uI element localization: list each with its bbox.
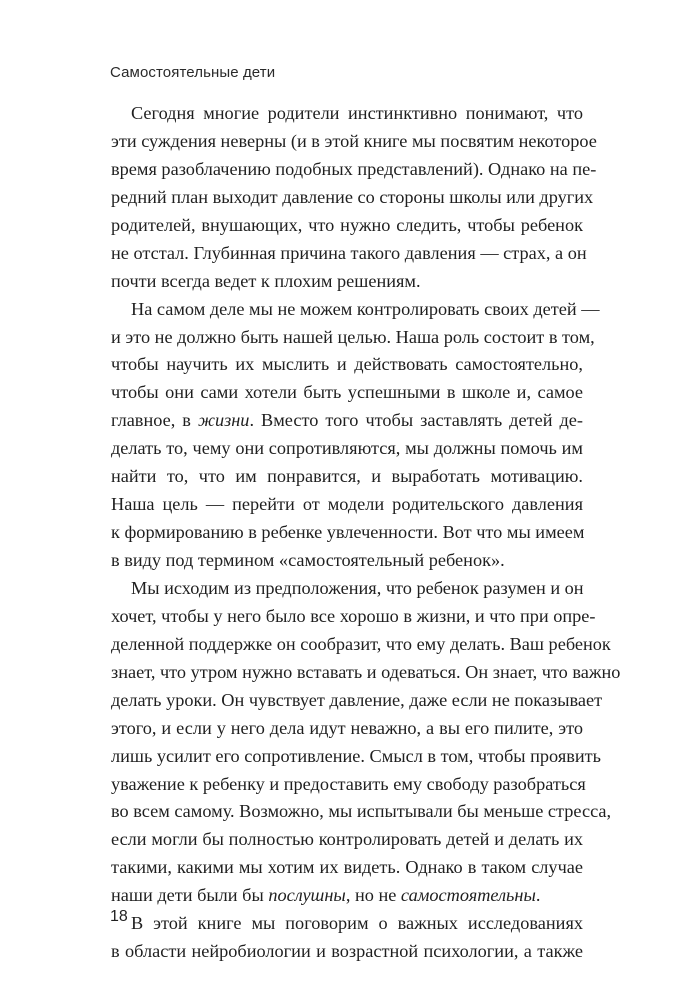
text-line: В этой книге мы поговорим о важных исследованиях — [131, 913, 583, 934]
text-line: к формированию в ребенке увлеченности. Вот что мы имеем — [111, 522, 585, 543]
running-header: Самостоятельные дети — [110, 64, 276, 81]
paragraph-4 — [111, 910, 583, 966]
text-segment: . — [535, 885, 541, 906]
text-line: время разоблачению подобных представлений). Однако на пе- — [111, 158, 597, 179]
text-line: и это не должно быть нашей целью. Наша роль состоит в том, — [111, 326, 595, 347]
italic-word: послушны — [268, 885, 346, 906]
italic-word: жизни — [197, 410, 250, 431]
italic-word: самостоятельны — [400, 885, 536, 906]
text-line: Мы исходим из предположения, что ребенок разумен и он — [131, 577, 584, 598]
text-line: этого, и если у него дела идут неважно, а вы его пилите, это — [111, 717, 583, 738]
text-line: хочет, чтобы у него было все хорошо в жизни, и что при опре- — [111, 605, 596, 626]
text-line: делать то, чему они сопротивляются, мы должны помочь им — [111, 438, 583, 459]
body-text — [111, 100, 621, 966]
text-segment: , но не — [345, 885, 401, 906]
paragraph-3 — [111, 575, 621, 910]
text-line: деленной поддержке он сообразит, что ему делать. Ваш ребенок — [111, 633, 611, 654]
text-segment: наши дети были бы — [111, 885, 269, 906]
text-line: такими, какими мы хотим их видеть. Однако в таком случае — [111, 857, 583, 878]
page-number: 18 — [110, 908, 128, 925]
text-line: во всем самому. Возможно, мы испытывали бы меньше стресса, — [111, 801, 612, 822]
text-line: эти суждения неверны (и в этой книге мы посвятим некоторое — [111, 130, 597, 151]
paragraph-1 — [111, 100, 597, 296]
text-line: делать уроки. Он чувствует давление, даже если не показывает — [111, 689, 603, 710]
text-line: лишь усилит его сопротивление. Смысл в том, чтобы проявить — [111, 745, 601, 766]
paragraph-2 — [111, 296, 600, 575]
text-line: чтобы научить их мыслить и действовать самостоятельно, — [111, 354, 583, 375]
text-line: уважение к ребенку и предоставить ему свободу разобраться — [111, 773, 586, 794]
text-segment: главное, в — [111, 410, 198, 431]
text-line: Сегодня многие родители инстинктивно понимают, что — [131, 103, 583, 123]
text-line: Наша цель — перейти от модели родительского давления — [111, 494, 583, 515]
text-line-with-italic — [111, 882, 583, 910]
text-line: чтобы они сами хотели быть успешными в школе и, самое — [111, 382, 583, 403]
text-line: найти то, что им понравится, и выработать мотивацию. — [111, 466, 583, 487]
text-line: На самом деле мы не можем контролировать своих детей — — [131, 298, 600, 319]
text-line: знает, что утром нужно вставать и одеваться. Он знает, что важно — [111, 661, 621, 682]
text-line: в виду под термином «самостоятельный ребенок». — [111, 550, 505, 570]
text-line: родителей, внушающих, что нужно следить, чтобы ребенок — [111, 214, 583, 235]
text-line: почти всегда ведет к плохим решениям. — [111, 270, 421, 291]
text-line-with-italic — [111, 407, 583, 435]
text-line: не отстал. Глубинная причина такого давления — страх, а он — [111, 242, 587, 263]
text-line: редний план выходит давление со стороны школы или других — [111, 186, 594, 207]
text-line: если могли бы полностью контролировать детей и делать их — [111, 829, 583, 850]
text-segment: . Вместо того чтобы заставлять детей де- — [249, 410, 583, 431]
text-line: в области нейробиологии и возрастной психологии, а также — [111, 941, 583, 962]
